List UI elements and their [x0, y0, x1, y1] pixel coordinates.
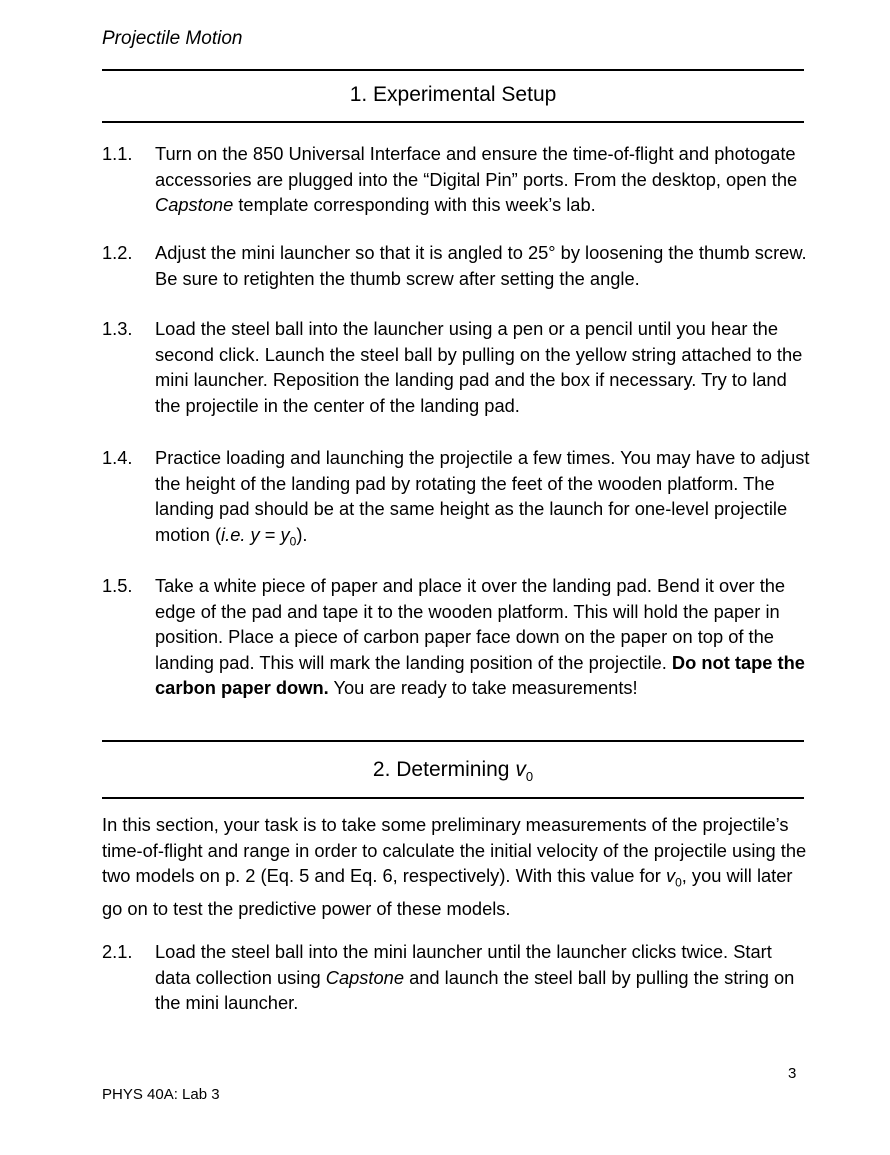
- section-divider: [102, 797, 804, 799]
- list-item: [102, 939, 812, 1016]
- item-text: Load the steel ball into the mini launcher until the launcher clicks twice. Start data collection using Capstone and launch the steel ball by pulling the string on the mini launcher.: [155, 941, 795, 1014]
- section-2-intro: In this section, your task is to take some preliminary measurements of the projectile’s time-of-flight and range in order to calculate the initial velocity of the projectile using the two models on p. 2 (Eq. 5 and Eq. 6, respectively). With this value for $v_0$, you will later go on to test the predictive power of these models.: [102, 814, 807, 920]
- list-item: [102, 445, 812, 555]
- list-item: [102, 240, 812, 291]
- item-text: Turn on the 850 Universal Interface and ensure the time-of-flight and photogate accessories are plugged into the “Digital Pin” ports. From the desktop, open the Capstone template corresponding with this week’s lab.: [155, 143, 798, 216]
- item-text: Load the steel ball into the launcher using a pen or a pencil until you hear the second click. Launch the steel ball by pulling on the yellow string attached to the mini launcher. Reposition the landing pad and the box if necessary. Try to land the projectile in the center of the landing pad.: [155, 318, 803, 416]
- list-item: [102, 573, 812, 701]
- item-number: 1.1.: [102, 143, 133, 164]
- item-number: 2.1.: [102, 941, 133, 962]
- section-divider: [102, 121, 804, 123]
- warning-text: Do not tape the carbon paper down.: [155, 651, 805, 699]
- item-number: 1.3.: [102, 318, 133, 339]
- item-number: 1.2.: [102, 242, 133, 263]
- list-item: [102, 141, 812, 218]
- running-header-title: Projectile Motion: [102, 28, 243, 49]
- section-1-title: 1. Experimental Setup: [349, 83, 557, 106]
- list-item: [102, 316, 812, 418]
- software-name: Capstone: [155, 194, 234, 216]
- footer-course: PHYS 40A: Lab 3: [102, 1086, 220, 1103]
- item-text: Practice loading and launching the projectile a few times. You may have to adjust the height of the landing pad by rotating the feet of the wooden platform. The landing pad should be at the same height as the launch for one-level projectile motion (i.e. $y = y_0$).: [155, 447, 810, 549]
- item-number: 1.5.: [102, 575, 133, 596]
- section-divider: [102, 740, 804, 742]
- page-number: 3: [788, 1065, 797, 1082]
- item-text: Adjust the mini launcher so that it is angled to 25° by loosening the thumb screw. Be sure to retighten the thumb screw after setting the angle.: [155, 242, 807, 289]
- item-number: 1.4.: [102, 447, 133, 468]
- section-divider: [102, 69, 804, 71]
- section-2-title: 2. Determining $v_0$: [372, 758, 534, 785]
- item-text: Take a white piece of paper and place it over the landing pad. Bend it over the edge of the pad and tape it to the wooden platform. This will hold the paper in position. Place a piece of carbon paper face down on the paper on top of the landing pad. This will mark the landing position of the projectile. Do not tape the carbon paper down. You are ready to take measurements!: [155, 575, 805, 699]
- software-name: Capstone: [325, 966, 405, 988]
